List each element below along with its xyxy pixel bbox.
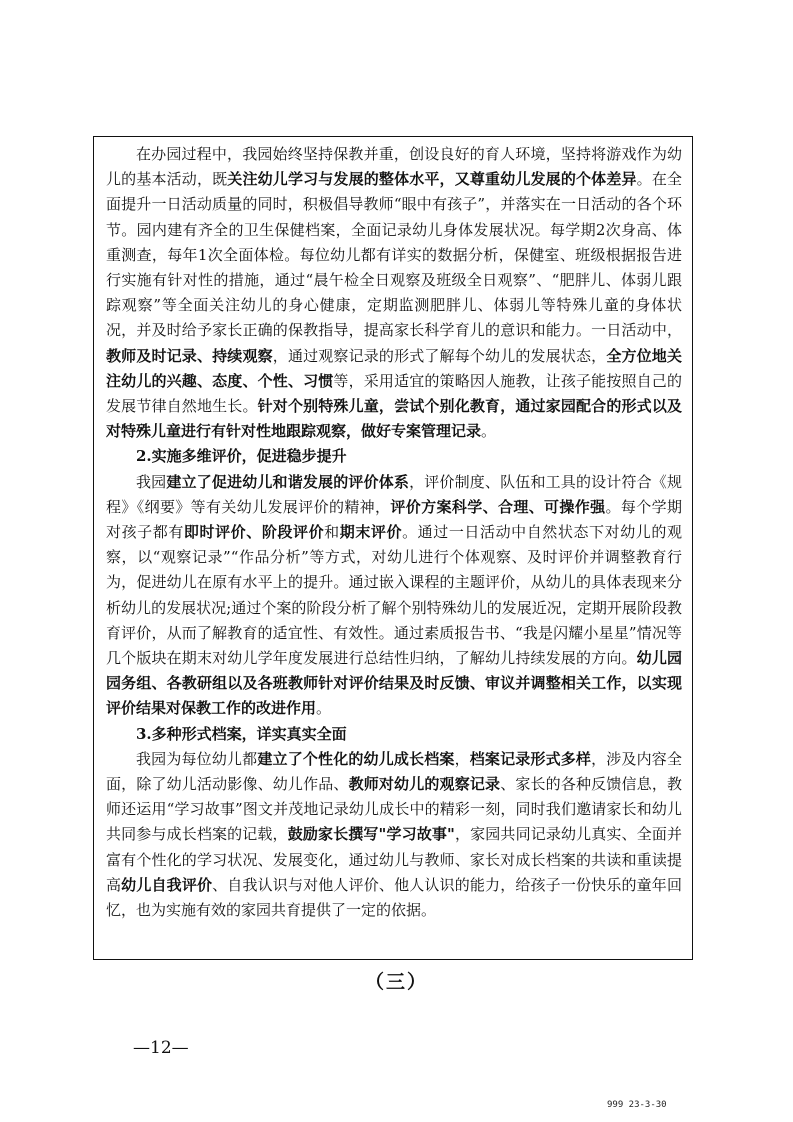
emphasis-text: 教师对幼儿的观察记录 [348, 775, 501, 794]
body-text: ，家园共同记录幼儿真实、全面并富有个性化的学习状况、发展变化，通过幼儿与教师、家长对成长档案的共读和重读提高 [106, 825, 682, 894]
emphasis-text: 档案记录形式多样 [469, 749, 592, 768]
heading-growth-archives: 3.多种形式档案，详实真实全面 [136, 724, 347, 743]
paragraph-evaluation-system [106, 470, 682, 722]
body-text: 在办园过程中，我园始终坚持保教并重，创设良好的育人环境，坚持将游戏作为幼儿的基本活动，既 [106, 145, 682, 189]
section-number: （三） [364, 971, 428, 993]
body-text: 、家长的各种反馈信息，教师还运用“学习故事”图文并茂地记录幼儿成长中的精彩一刻，同时我们邀请家长和幼儿共同参与成长档案的记载， [106, 775, 682, 844]
paragraph-growth-archives [106, 747, 682, 923]
body-text: ，通过观察记录的形式了解每个幼儿的发展状态， [272, 346, 607, 365]
emphasis-text: 期末评价 [339, 523, 403, 542]
document-body [106, 142, 682, 923]
body-text: 我园为每位幼儿都 [136, 749, 258, 768]
paragraph-child-observation [106, 142, 682, 444]
emphasis-text: 幼儿自我评价 [121, 875, 213, 894]
emphasis-text: 即时评价、阶段评价 [183, 523, 325, 542]
emphasis-text: 全方位地关注幼儿的兴趣、态度、个性、习惯 [106, 346, 682, 390]
body-text: ，涉及内容全面，除了幼儿活动影像、幼儿作品、 [106, 749, 682, 794]
body-text: 。 [481, 422, 497, 441]
emphasis-text: 针对个别特殊儿童，尝试个别化教育，通过家园配合的形式以及对特殊儿童进行有针对性地跟踪观察，做好专案管理记录 [106, 397, 682, 441]
body-text: 、自我认识与对他人评价、他人认识的能力，给孩子一份快乐的童年回忆，也为实施有效的家园共育提供了一定的依据。 [106, 875, 682, 920]
emphasis-text: 鼓励家长撰写"学习故事" [287, 825, 455, 844]
emphasis-text: 评价方案科学、合理、可操作强 [390, 497, 606, 516]
heading-multi-evaluation: 2.实施多维评价，促进稳步提升 [136, 447, 347, 466]
emphasis-text: 幼儿园园务组、各教研组以及各班教师针对评价结果及时反馈、审议并调整相关工作，以实现评价结果对保教工作的改进作用 [106, 649, 682, 718]
body-text: ，评价制度、队伍和工具的设计符合《规程》《纲要》等有关幼儿发展评价的精神， [106, 472, 682, 516]
body-text: 我园 [136, 472, 167, 491]
body-text: 。通过一日活动中自然状态下对幼儿的观察，以“观察记录”“作品分析”等方式，对幼儿进行个体观察、及时评价并调整教育行为，促进幼儿在原有水平上的提升。通过嵌入课程的主题评价，从幼儿的具体表现来分析幼儿的发展状况;通过个案的阶段分析了解个别特殊幼儿的发展近况，定期开展阶段教育评价，从而了解教育的适宜性、有效性。通过素质报告书、“我是闪耀小星星”情况等几个版块在期末对幼儿学年度发展进行总结性归纳，了解幼儿持续发展的方向。 [106, 523, 682, 668]
body-text: 。每个学期对孩子都有 [106, 497, 682, 542]
print-stamp: 999 23-3-30 [607, 1100, 667, 1110]
body-text: 等，采用适宜的策略因人施教，让孩子能按照自己的发展节律自然地生长。 [106, 371, 682, 416]
body-text: 。在全面提升一日活动质量的同时，积极倡导教师“眼中有孩子”，并落实在一日活动的各个环节。园内建有齐全的卫生保健档案，全面记录幼儿身体发展状况。每学期2次身高、体重测查，每年1次全面体检。每位幼儿都有详实的数据分析，保健室、班级根据报告进行实施有针对性的措施，通过“晨午检全日观察及班级全日观察”、“肥胖儿、体弱儿跟踪观察”等全面关注幼儿的身心健康，定期监测肥胖儿、体弱儿等特殊儿童的身体状况，并及时给予家长正确的保教指导，提高家长科学育儿的意识和能力。一日活动中， [106, 170, 682, 340]
body-text: ， [454, 749, 470, 768]
body-text: 和 [324, 523, 340, 542]
emphasis-text: 教师及时记录、持续观察 [106, 346, 273, 365]
page-number: —12— [133, 1038, 189, 1058]
emphasis-text: 建立了个性化的幼儿成长档案 [257, 749, 455, 768]
body-text: 。 [316, 699, 332, 718]
emphasis-text: 关注幼儿学习与发展的整体水平，又尊重幼儿发展的个体差异 [227, 170, 637, 189]
emphasis-text: 建立了促进幼儿和谐发展的评价体系 [166, 472, 410, 491]
